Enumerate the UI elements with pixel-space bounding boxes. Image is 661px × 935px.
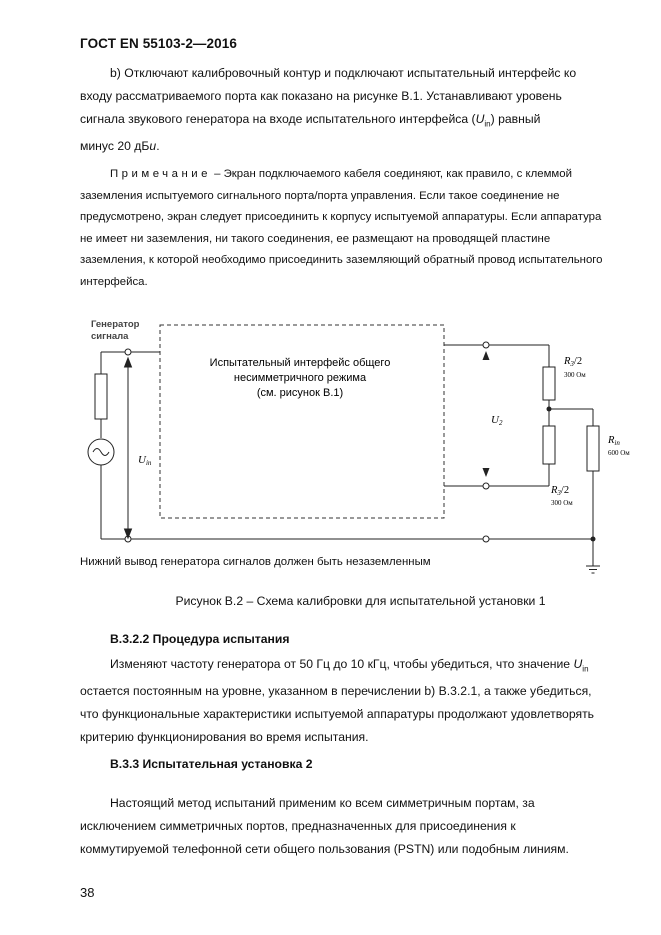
section-b33-line2: исключением симметричных портов, предназначенных для присоединения к — [80, 819, 516, 833]
interface-label-line3: (см. рисунок В.1) — [256, 387, 344, 399]
output-terminal-top — [483, 342, 489, 348]
figure-caption: Рисунок В.2 – Схема калибровки для испытательной установки 1 — [175, 594, 546, 608]
note-line6: интерфейса. — [80, 275, 148, 288]
uin-voltage-arrow — [125, 358, 132, 538]
note-line2: заземления испытуемого сигнального порта/порта управления. Если такое соединение не — [80, 189, 560, 202]
u2-arrow-bottom — [483, 468, 490, 477]
section-b33-body — [80, 792, 614, 861]
section-b322-line2: остается постоянным на уровне, указанном в перечислении b) В.3.2.1, а также убедиться, — [80, 684, 592, 699]
test-interface-box — [160, 325, 444, 518]
document-header: ГОСТ EN 55103-2—2016 — [80, 36, 237, 51]
figure-footnote: Нижний вывод генератора сигналов должен быть незаземленным — [80, 556, 431, 568]
generator-label-2: сигнала — [91, 331, 129, 342]
note-line3: предусмотрено, экран следует присоединить к корпусу испытуемой аппаратуры. Если аппаратура — [80, 211, 602, 224]
generator-resistor — [95, 374, 107, 419]
section-b322-line4: критерию функционирования во время испытания. — [80, 730, 369, 745]
note-line5: заземления, к которой необходимо присоединить заземляющий обратный провод испытательного — [80, 254, 603, 267]
section-b322-line1: Изменяют частоту генератора от 50 Гц до 10 кГц, чтобы убедиться, что значение $U_{in}$ — [110, 657, 589, 674]
note-label: Примечание — [110, 168, 211, 180]
note-line4: не имеет ни заземления, ни такого соединения, ее размещают на проводящей пластине — [80, 232, 551, 245]
output-terminal-bottom — [483, 483, 489, 489]
paragraph-b-line4: минус 20 дБu. — [80, 139, 160, 154]
generator-label-1: Генератор — [91, 319, 140, 330]
section-b33-line3: коммутируемой телефонной сети общего пользования (PSTN) или подобным линиям. — [80, 842, 569, 856]
u2-arrow-top — [483, 351, 490, 360]
section-b33-line1: Настоящий метод испытаний применим ко всем симметричным портам, за — [110, 796, 535, 810]
note-line1: Примечание – Экран подключаемого кабеля соединяют, как правило, с клеммой — [110, 168, 572, 180]
r3-top-value: 300 Ом — [564, 371, 586, 379]
ground-node — [591, 537, 596, 542]
rin-resistor — [587, 426, 599, 471]
r3-bottom-value: 300 Ом — [551, 499, 573, 507]
paragraph-b-line1: b) Отключают калибровочный контур и подключают испытательный интерфейс ко — [110, 66, 577, 80]
rin-value: 600 Ом — [608, 449, 630, 457]
generator-terminal-top — [125, 349, 131, 355]
bottom-terminal — [483, 536, 489, 542]
section-b322-body — [80, 653, 614, 749]
paragraph-b-line3: сигнала звукового генератора на входе испытательного интерфейса $(U_{in})$ равный — [80, 112, 541, 129]
r3-resistor-chain — [543, 345, 555, 486]
paragraph-b-line2: входу рассматриваемого порта как показано на рисунке В.1. Устанавливают уровень — [80, 89, 562, 103]
interface-label-line1: Испытательный интерфейс общего — [209, 357, 391, 369]
uin-label: Uin — [138, 454, 152, 467]
rin-label: Rin — [608, 435, 620, 447]
u2-label: U2 — [491, 414, 503, 427]
r3-top-label: R3/2 — [564, 356, 583, 368]
interface-label-line2: несимметричного режима — [233, 372, 367, 384]
r3-bottom-resistor — [543, 426, 555, 464]
section-b322-title: В.3.2.2 Процедура испытания — [110, 632, 290, 646]
generator-branch — [88, 352, 127, 539]
page-number: 38 — [80, 885, 95, 900]
r3-bottom-label: R3/2 — [551, 485, 570, 497]
section-b33-title: В.3.3 Испытательная установка 2 — [110, 757, 313, 771]
r3-top-resistor — [543, 367, 555, 400]
section-b322-line3: что функциональные характеристики испытуемой аппаратуры продолжают удовлетворять — [80, 707, 595, 722]
